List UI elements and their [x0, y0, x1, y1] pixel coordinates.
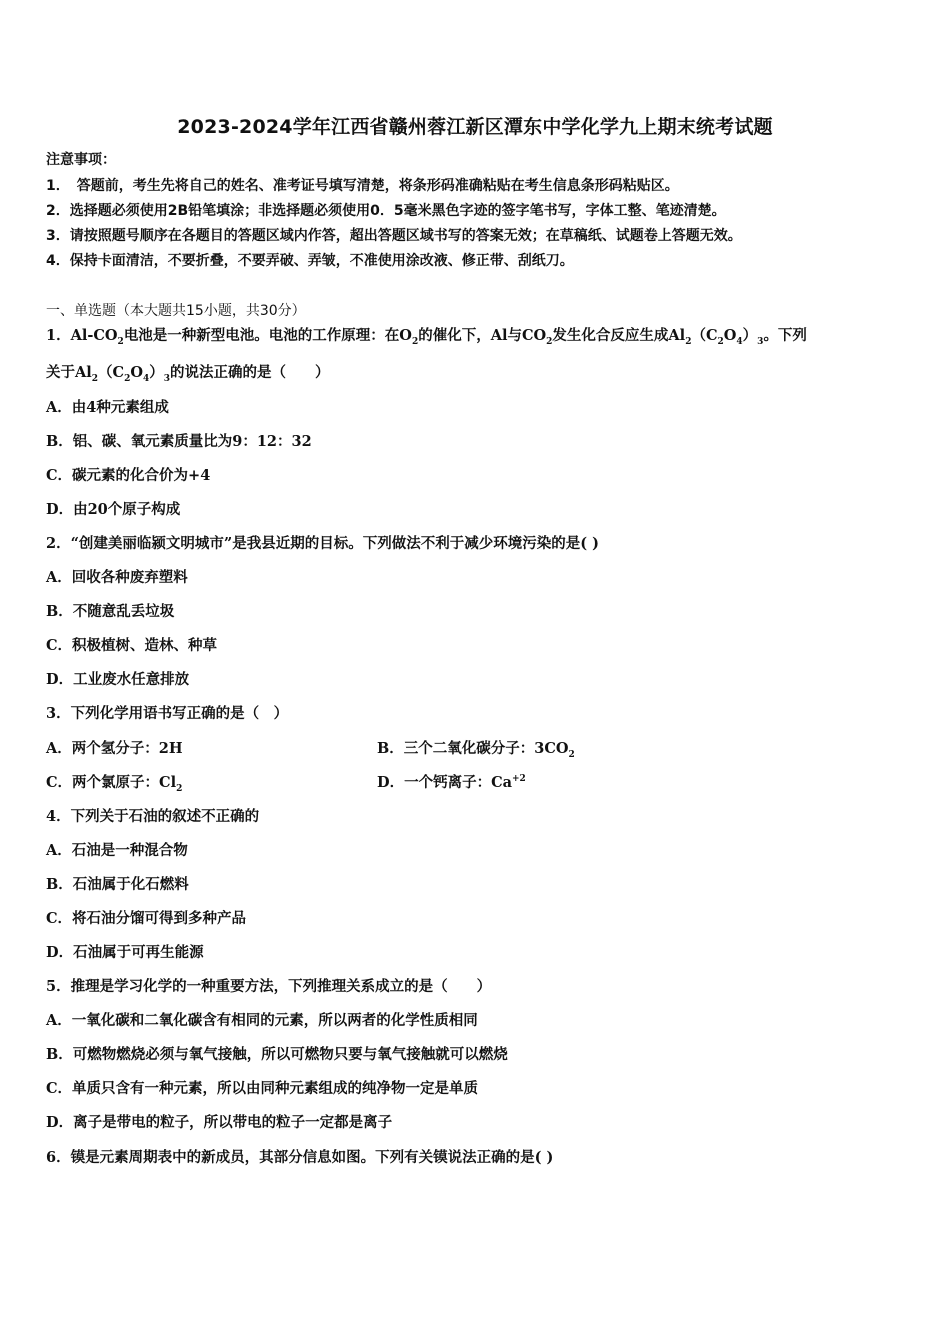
question-3-stem: 3．下列化学用语书写正确的是（ ） — [46, 705, 289, 722]
question-4-option-d: D．石油属于可再生能源 — [46, 944, 204, 961]
question-4-option-a: A．石油是一种混合物 — [46, 842, 188, 859]
page-title: 2023-2024学年江西省赣州蓉江新区潭东中学化学九上期末统考试题 — [177, 116, 773, 138]
question-4-option-b: B．石油属于化石燃料 — [46, 876, 189, 893]
question-2-option-b: B．不随意乱丢垃圾 — [46, 603, 175, 620]
notice-item-4: 4．保持卡面清洁，不要折叠，不要弄破、弄皱，不准使用涂改液、修正带、刮纸刀。 — [46, 253, 574, 269]
question-6-stem: 6．镆是元素周期表中的新成员，其部分信息如图。下列有关镆说法正确的是( ) — [46, 1149, 554, 1166]
notice-item-3: 3．请按照题号顺序在各题目的答题区域内作答，超出答题区域书写的答案无效；在草稿纸、试题卷上答题无效。 — [46, 228, 742, 244]
question-4-option-c: C．将石油分馏可得到多种产品 — [46, 910, 247, 927]
question-2-option-a: A．回收各种废弃塑料 — [46, 569, 188, 586]
question-5-option-d: D．离子是带电的粒子，所以带电的粒子一定都是离子 — [46, 1114, 393, 1131]
question-2-option-c: C．积极植树、造林、种草 — [46, 637, 218, 654]
question-4-stem: 4．下列关于石油的叙述不正确的 — [46, 808, 260, 825]
question-1-stem: 1．$Al-CO_2$电池是一种新型电池。电池的工作原理：在$O_2$的催化下，Al与$CO_2$发生化合反应生成$Al_2(C_2O_4)_3$。下列 — [46, 327, 807, 347]
notice-item-2: 2．选择题必须使用2B铅笔填涂；非选择题必须使用0．5毫米黑色字迹的签字笔书写，字体工整、笔迹清楚。 — [46, 203, 726, 219]
question-5-option-c: C．单质只含有一种元素，所以由同种元素组成的纯净物一定是单质 — [46, 1080, 479, 1097]
question-3-option-a: A．两个氢分子：2H — [46, 740, 183, 757]
question-1-option-d: D．由20个原子构成 — [46, 501, 181, 518]
question-5-option-a: A．一氧化碳和二氧化碳含有相同的元素，所以两者的化学性质相同 — [46, 1012, 478, 1029]
question-5-stem: 5．推理是学习化学的一种重要方法，下列推理关系成立的是（ ） — [46, 978, 492, 995]
question-1-option-a: A．由4种元素组成 — [46, 399, 169, 416]
notice-heading: 注意事项： — [46, 152, 116, 168]
notice-item-1: 1． 答题前，考生先将自己的姓名、准考证号填写清楚，将条形码准确粘贴在考生信息条形码粘贴区。 — [46, 178, 679, 194]
question-2-option-d: D．工业废水任意排放 — [46, 671, 190, 688]
question-3-option-d: D．一个钙离子：$Ca^{+2}$ — [377, 774, 526, 791]
question-3-option-b: B．三个二氧化碳分子：$3CO_2$ — [377, 740, 575, 760]
question-5-option-b: B．可燃物燃烧必须与氧气接触，所以可燃物只要与氧气接触就可以燃烧 — [46, 1046, 508, 1063]
question-1-stem-line2: 关于$Al_2(C_2O_4)_3$的说法正确的是（ ） — [46, 364, 330, 384]
question-1-option-c: C．碳元素的化合价为+4 — [46, 467, 211, 484]
question-2-stem: 2．“创建美丽临颍文明城市”是我县近期的目标。下列做法不利于减少环境污染的是( ) — [46, 535, 600, 552]
section-title: 一、单选题（本大题共15小题，共30分） — [46, 303, 306, 319]
question-1-option-b: B．铝、碳、氧元素质量比为9：12：32 — [46, 433, 312, 450]
question-3-option-c: C．两个氯原子：$Cl_2$ — [46, 774, 183, 794]
